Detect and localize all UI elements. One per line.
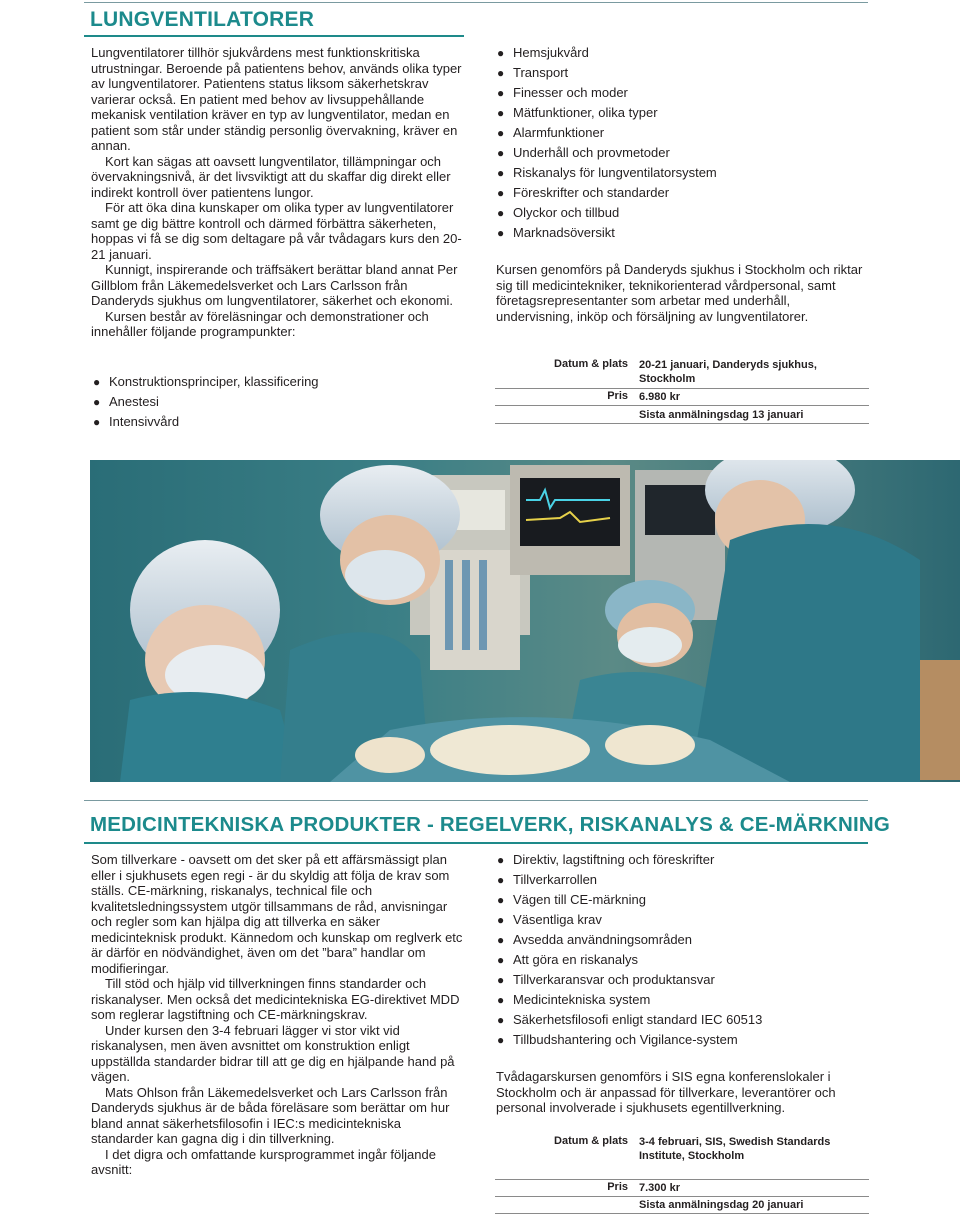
bullet-icon: ● [497, 1033, 505, 1047]
bullet-icon: ● [497, 953, 505, 967]
bullet-icon: ● [93, 415, 101, 429]
bullet-icon: ● [497, 206, 505, 220]
bullet-icon: ● [497, 186, 505, 200]
bullet-icon: ● [497, 993, 505, 1007]
bullet-icon: ● [497, 933, 505, 947]
bullet-icon: ● [497, 66, 505, 80]
list-item: ● Transport [495, 63, 875, 83]
paragraph: Mats Ohlson från Läkemedelsverket och Lars Carlsson från Danderyds sjukhus är de båda föreläsare som berättar om hur bland annat säkerhetsfilosofin i IEC:s medicintekniska standarder kan gagna dig i din tillverkning. [91, 1084, 450, 1146]
bullet-icon: ● [497, 226, 505, 240]
surgery-illustration [90, 460, 960, 782]
paragraph: Kunnigt, inspirerande och träffsäkert berättar bland annat Per Gillblom från Läkemedelsverket och Lars Carlsson från Danderyds sjukhus om lungventilatorer, säkerhet och ekonomi. [91, 262, 458, 308]
list-item: ● Alarmfunktioner [495, 123, 875, 143]
list-item: ● Tillverkaransvar och produktansvar [495, 970, 875, 990]
list-item: ● Direktiv, lagstiftning och föreskrifter [495, 850, 875, 870]
section2-text [91, 852, 466, 1178]
price-label: Pris [607, 1181, 628, 1193]
bullet-icon: ● [497, 126, 505, 140]
list-item: ● Finesser och moder [495, 83, 875, 103]
deadline: Sista anmälningsdag 13 januari [639, 409, 804, 421]
list-item: ● Tillbudshantering och Vigilance-system [495, 1030, 875, 1050]
course-info-box [495, 358, 869, 428]
section-title-lungventilatorer: LUNGVENTILATORER [90, 8, 315, 31]
bullet-icon: ● [497, 893, 505, 907]
bullet-icon: ● [497, 46, 505, 60]
deadline: Sista anmälningsdag 20 januari [639, 1199, 804, 1211]
list-item: ● Avsedda användningsområden [495, 930, 875, 950]
bullet-icon: ● [497, 166, 505, 180]
list-item: ● Intensivvård [91, 412, 466, 432]
paragraph: Kursen består av föreläsningar och demonstrationer och innehåller följande programpunkter: [91, 308, 429, 339]
intro-text [91, 45, 466, 340]
section2-top-rule [84, 800, 868, 801]
divider [495, 1179, 869, 1180]
list-item: ● Vägen till CE-märkning [495, 890, 875, 910]
title-underline [84, 35, 464, 37]
date-value: 3-4 februari, SIS, Swedish Standards Institute, Stockholm [639, 1136, 831, 1162]
list-item: ● Mätfunktioner, olika typer [495, 103, 875, 123]
list-item: ● Marknadsöversikt [495, 223, 875, 243]
bullet-icon: ● [497, 1013, 505, 1027]
top-rule [84, 2, 868, 3]
bullet-icon: ● [497, 973, 505, 987]
list-item: ● Tillverkarrollen [495, 870, 875, 890]
paragraph: Lungventilatorer tillhör sjukvårdens mest funktionskritiska utrustningar. Beroende på patientens behov, används olika typer av lungventilatorer. Patientens status liksom säkerhetskrav varierar också. En patient med behov av livsuppehållande mekanisk ventilation kräver en typ av lungventilator, medan en patient som står under ständig personlig övervakning, kräver en annan. [91, 45, 462, 153]
date-value: 20-21 januari, Danderyds sjukhus, Stockholm [639, 359, 817, 385]
course-info-box-2 [495, 1135, 869, 1215]
bullet-icon: ● [497, 86, 505, 100]
section-title-medicintekniska: MEDICINTEKNISKA PRODUKTER - REGELVERK, RISKANALYS & CE-MÄRKNING [90, 813, 890, 836]
bullet-icon: ● [497, 913, 505, 927]
price-value: 7.300 kr [639, 1182, 680, 1194]
paragraph: Under kursen den 3-4 februari lägger vi stor vikt vid riskanalysen, men även avsnittet om konstruktion enligt uppställda standarder bidrar till att ge dig en hjälpande hand på vägen. [91, 1022, 455, 1084]
program-list-section2 [495, 850, 875, 1050]
program-list-left [91, 372, 466, 432]
closing-text: Kursen genomförs på Danderyds sjukhus i Stockholm och riktar sig till medicintekniker, teknikorienterad vårdpersonal, samt företagsrepresentanter som arbetar med underhåll, undervisning, inköp och försäljning av lungventilatorer. [496, 262, 863, 324]
bullet-icon: ● [93, 395, 101, 409]
date-label: Datum & plats [554, 358, 628, 370]
list-item: ● Föreskrifter och standarder [495, 183, 875, 203]
list-item: ● Riskanalys för lungventilatorsystem [495, 163, 875, 183]
list-item: ● Olyckor och tillbud [495, 203, 875, 223]
bullet-icon: ● [497, 146, 505, 160]
operating-room-photo [90, 460, 960, 782]
bullet-icon: ● [497, 853, 505, 867]
divider [495, 405, 869, 406]
divider [495, 388, 869, 389]
section2-closing: Tvådagarskursen genomförs i SIS egna konferenslokaler i Stockholm och är anpassad för tillverkare, leverantörer och personal involverade i sjukhusets egentillverkning. [496, 1069, 836, 1115]
paragraph: För att öka dina kunskaper om olika typer av lungventilatorer samt ge dig bättre kontroll och därmed förbättra säkerheten, hoppas vi få se dig som deltagare på vår tvådagars kurs den 20-21 januari. [91, 200, 462, 262]
divider [495, 423, 869, 424]
bullet-icon: ● [497, 106, 505, 120]
price-value: 6.980 kr [639, 391, 680, 403]
date-label: Datum & plats [554, 1135, 628, 1147]
list-item: ● Konstruktionsprinciper, klassificering [91, 372, 466, 392]
paragraph: Som tillverkare - oavsett om det sker på ett affärsmässigt plan eller i sjukhusets egen regi - är du skyldig att följa de krav som ställs. CE-märkning, riskanalys, technical file och kvalitetsledningssystem utgör tillsammans de råd, anvisningar och regler som kan hjälpa dig att tillverka en säker medicinteknisk produkt. Kännedom och kunskap om reglverk etc är därför en nödvändighet, även om det ”bara” handlar om modifieringar. [91, 852, 463, 976]
paragraph: Kort kan sägas att oavsett lungventilator, tillämpningar och övervakningsnivå, är det livsviktigt att du skaffar dig direkt eller indirekt kontroll över patientens lungor. [91, 153, 451, 200]
price-label: Pris [607, 390, 628, 402]
list-item: ● Säkerhetsfilosofi enligt standard IEC 60513 [495, 1010, 875, 1030]
divider [495, 1213, 869, 1214]
paragraph: I det digra och omfattande kursprogrammet ingår följande avsnitt: [91, 1146, 436, 1177]
program-list-right [495, 43, 875, 243]
list-item: ● Medicintekniska system [495, 990, 875, 1010]
list-item: ● Anestesi [91, 392, 466, 412]
divider [495, 1196, 869, 1197]
list-item: ● Underhåll och provmetoder [495, 143, 875, 163]
list-item: ● Hemsjukvård [495, 43, 875, 63]
title-underline [84, 842, 868, 844]
paragraph: Till stöd och hjälp vid tillverkningen finns standarder och riskanalyser. Men också det medicintekniska EG-direktivet MDD som reglerar lagstiftning och CE-märkningskrav. [91, 976, 460, 1022]
list-item: ● Att göra en riskanalys [495, 950, 875, 970]
list-item: ● Väsentliga krav [495, 910, 875, 930]
bullet-icon: ● [93, 375, 101, 389]
bullet-icon: ● [497, 873, 505, 887]
